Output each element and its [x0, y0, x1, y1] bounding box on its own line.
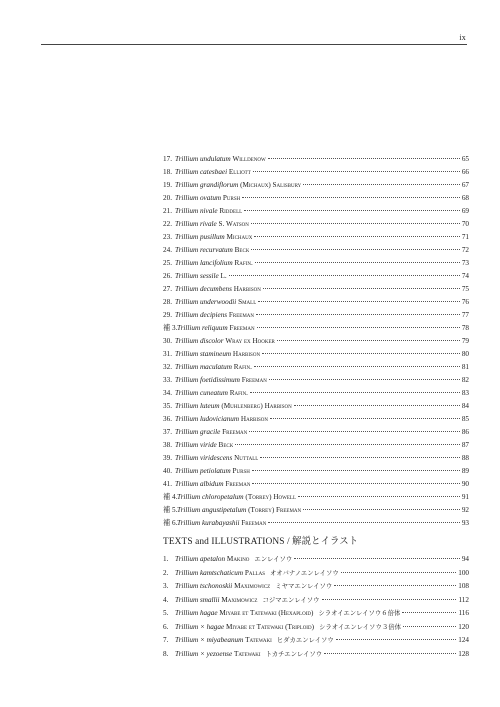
page-ref: 90 [461, 480, 469, 488]
page-ref: 92 [461, 506, 469, 514]
page-ref: 88 [461, 454, 469, 462]
entry-number: 17. [163, 155, 172, 163]
entry-title [175, 426, 247, 439]
species-name: Trillium ovatum [175, 194, 222, 202]
entry-title [175, 594, 320, 608]
entry-number: 26. [163, 272, 172, 280]
species-name: Trillium lancifolium [175, 259, 233, 267]
entry-number: 23. [163, 233, 172, 241]
species-author: Harbison [233, 285, 261, 293]
toc-entry [163, 270, 469, 283]
entry-number: 21. [163, 207, 172, 215]
entry-title [175, 400, 292, 413]
toc-entry [163, 607, 469, 621]
page-ref: 128 [458, 649, 469, 658]
entry-title [175, 553, 292, 567]
toc-entry [163, 257, 469, 270]
species-name: Trillium gracile [175, 428, 221, 436]
page-ref: 86 [461, 428, 469, 436]
page-ref: 68 [461, 194, 469, 202]
entry-title [177, 322, 255, 335]
entry-number: 28. [163, 298, 172, 306]
dot-leader [242, 197, 460, 198]
toc-entry [163, 413, 469, 426]
entry-number: 24. [163, 246, 172, 254]
species-name: Trillium ludovicianum [175, 415, 240, 423]
entry-number: 補 5. [163, 506, 178, 514]
entry-number: 20. [163, 194, 172, 202]
toc-section-species [163, 153, 469, 530]
toc-entry [163, 309, 469, 322]
page-ref: 93 [461, 519, 469, 527]
entry-title [175, 648, 322, 662]
page-ref: 81 [461, 363, 469, 371]
species-name: Trillium angustipetalum [177, 506, 247, 514]
page-ref: 83 [461, 389, 469, 397]
toc-entry [163, 621, 469, 635]
entry-title [175, 218, 249, 231]
species-author: Rafin. [233, 363, 252, 371]
dot-leader [402, 612, 456, 613]
species-name: Trillium × hagae [175, 622, 225, 631]
page-ref: 74 [461, 272, 469, 280]
species-name: Trillium maculatum [175, 363, 232, 371]
toc-entry [163, 153, 469, 166]
species-author: Beck [234, 246, 250, 254]
species-name: Trillium petiolatum [175, 467, 231, 475]
page-ref: 85 [461, 415, 469, 423]
species-name: Trillium nivale [175, 207, 218, 215]
species-name: Trillium foetidissimum [175, 376, 240, 384]
japanese-name: シラオイエンレイソウ３倍体 [318, 622, 402, 631]
species-name: Trillium × miyabeanum [175, 636, 244, 644]
japanese-name: オオバナノエンレイソウ [270, 568, 339, 577]
page-ref: 87 [461, 441, 469, 449]
species-name: Trillium albidum [175, 480, 224, 488]
species-name: Trillium hagae [175, 609, 218, 617]
toc-entry [163, 244, 469, 257]
entry-title [175, 270, 227, 283]
toc-entry [163, 322, 469, 335]
species-author: Freeman [241, 376, 267, 384]
species-name: Trillium chloropetalum [177, 493, 244, 501]
entry-number: 8. [163, 649, 169, 658]
entry-number: 補 4. [163, 493, 178, 501]
entry-title [175, 335, 275, 348]
entry-number: 19. [163, 181, 172, 189]
species-name: Trillium viridescens [175, 454, 233, 462]
species-name: Trillium luteum [175, 402, 220, 410]
toc-entry [163, 465, 469, 478]
toc-entry [163, 491, 469, 504]
entry-number: 補 3. [163, 324, 178, 332]
toc-entry [163, 580, 469, 594]
dot-leader [403, 626, 456, 627]
species-name: Trillium kamtschaticum [175, 568, 244, 577]
entry-number: 33. [163, 376, 172, 384]
toc-entry [163, 283, 469, 296]
species-author: Freeman [228, 311, 255, 319]
dot-leader [260, 457, 459, 458]
entry-number: 2. [163, 568, 169, 577]
toc-entry [163, 400, 469, 413]
entry-number: 6. [163, 622, 169, 631]
dot-leader [256, 314, 460, 315]
entry-number: 34. [163, 389, 172, 397]
toc-entry [163, 478, 469, 491]
dot-leader [250, 392, 460, 393]
species-author: Maximowicz [234, 582, 271, 590]
entry-number: 37. [163, 428, 172, 436]
species-name: Trillium decipiens [175, 311, 228, 319]
page-ref: 116 [458, 609, 469, 617]
species-name: Trillium × yezoense [175, 649, 233, 658]
page-ref: 79 [461, 337, 469, 345]
dot-leader [251, 223, 460, 224]
page-ref: 80 [461, 350, 469, 358]
entry-title [175, 179, 301, 192]
entry-title [175, 413, 268, 426]
species-author: Freeman [225, 480, 251, 488]
species-author: Freeman [229, 324, 255, 332]
dot-leader [257, 327, 460, 328]
dot-leader [254, 236, 459, 237]
toc-entry [163, 179, 469, 192]
table-of-contents [163, 153, 469, 661]
species-author: (Torrey) Freeman [248, 506, 302, 514]
dot-leader [235, 444, 459, 445]
species-name: Trillium smallii [175, 595, 220, 604]
entry-number: 32. [163, 363, 172, 371]
entry-title [175, 478, 250, 491]
toc-entry [163, 594, 469, 608]
entry-title [175, 166, 251, 179]
dot-leader [334, 585, 456, 586]
entry-number: 1. [163, 555, 169, 563]
japanese-name: エンレイソウ [254, 555, 293, 563]
species-author: S. Watson [218, 220, 249, 228]
entry-number: 22. [163, 220, 172, 228]
dot-leader [269, 379, 460, 380]
toc-entry [163, 504, 469, 517]
dot-leader [268, 158, 460, 159]
dot-leader [294, 558, 460, 559]
entry-number: 41. [163, 480, 172, 488]
species-author: (Michaux) Salisbury [240, 181, 302, 189]
entry-number: 38. [163, 441, 172, 449]
entry-title [175, 580, 332, 594]
species-author: Harbison [232, 350, 261, 358]
species-author: Beck [218, 441, 234, 449]
species-author: Nuttall [234, 454, 259, 462]
japanese-name: トカチエンレイソウ [265, 649, 323, 658]
entry-title [177, 491, 296, 504]
dot-leader [270, 418, 460, 419]
dot-leader [294, 405, 460, 406]
dot-leader [277, 340, 460, 341]
entry-number: 5. [163, 609, 169, 617]
species-name: Trillium viride [175, 441, 217, 449]
entry-title [175, 231, 252, 244]
species-author: Miyabe et Tatewaki (Hexaploid) [219, 609, 314, 617]
entry-title [175, 621, 401, 635]
entry-title [175, 244, 249, 257]
dot-leader [252, 470, 460, 471]
toc-entry [163, 648, 469, 662]
dot-leader [249, 431, 460, 432]
entry-title [175, 361, 252, 374]
toc-entry [163, 218, 469, 231]
page-ref: 72 [461, 246, 469, 254]
entry-title [175, 452, 258, 465]
dot-leader [252, 483, 459, 484]
page-number: ix [459, 33, 466, 42]
entry-title [175, 465, 250, 478]
dot-leader [251, 249, 459, 250]
dot-leader [244, 210, 460, 211]
section-heading: TEXTS and ILLUSTRATIONS / 解説とイラスト [163, 537, 359, 547]
entry-number: 25. [163, 259, 172, 267]
dot-leader [253, 171, 460, 172]
toc-entry [163, 192, 469, 205]
page-ref: 67 [461, 181, 469, 189]
entry-title [175, 296, 256, 309]
entry-title [177, 517, 266, 530]
species-author: Rafin. [229, 389, 248, 397]
dot-leader [298, 496, 460, 497]
entry-title [175, 283, 261, 296]
dot-leader [263, 288, 460, 289]
page-ref: 112 [458, 595, 469, 604]
entry-number: 7. [163, 636, 169, 644]
species-author: Pursh [232, 467, 250, 475]
entry-title [175, 567, 339, 581]
entry-title [175, 374, 267, 387]
species-name: Trillium recurvatum [175, 246, 233, 254]
page-ref: 82 [461, 376, 469, 384]
species-author: Makino [226, 555, 250, 563]
page-ref: 120 [458, 622, 469, 631]
dot-leader [262, 353, 460, 354]
species-name: Trillium stamineum [175, 350, 232, 358]
dot-leader [322, 599, 457, 600]
species-name: Trillium catesbaei [175, 168, 228, 176]
entry-number: 31. [163, 350, 172, 358]
species-name: Trillium kurabayashii [177, 519, 240, 527]
species-author: Freeman [222, 428, 248, 436]
dot-leader [255, 262, 460, 263]
page-ref: 75 [461, 285, 469, 293]
dot-leader [258, 301, 460, 302]
entry-title [175, 192, 240, 205]
dot-leader [336, 639, 456, 640]
page-ref: 65 [461, 155, 469, 163]
species-author: Wray ex Hooker [225, 337, 275, 345]
page-ref: 84 [461, 402, 469, 410]
page-ref: 76 [461, 298, 469, 306]
species-name: Trillium tschonoskii [175, 582, 233, 590]
dot-leader [341, 572, 456, 573]
entry-number: 18. [163, 168, 172, 176]
species-author: Pursh [222, 194, 241, 202]
entry-title [175, 309, 254, 322]
toc-entry [163, 387, 469, 400]
japanese-name: コジマエンレイソウ [262, 595, 320, 604]
species-author: Tatewaki [245, 636, 272, 644]
page-ref: 77 [461, 311, 469, 319]
toc-entry [163, 296, 469, 309]
header-rule [41, 44, 467, 45]
japanese-name: ヒダカエンレイソウ [276, 636, 334, 644]
page-ref: 71 [461, 233, 469, 241]
toc-entry [163, 426, 469, 439]
species-author: Riddell [219, 207, 243, 215]
species-author: Elliott [228, 168, 251, 176]
species-name: Trillium sessile [175, 272, 219, 280]
entry-title [175, 634, 334, 648]
page-ref: 73 [461, 259, 469, 267]
entry-title [175, 439, 233, 452]
species-author: Tatewaki [233, 649, 261, 658]
entry-title [175, 205, 242, 218]
species-name: Trillium decumbens [175, 285, 232, 293]
species-author: Rafin. [234, 259, 253, 267]
species-author: Maximowicz [221, 595, 258, 604]
species-author: (Torrey) Howell [245, 493, 297, 501]
japanese-name: シラオイエンレイソウ６倍体 [318, 609, 401, 617]
toc-entry [163, 567, 469, 581]
toc-entry [163, 166, 469, 179]
dot-leader [324, 653, 456, 654]
entry-number: 3. [163, 582, 169, 590]
dot-leader [229, 275, 460, 276]
page-ref: 94 [461, 555, 469, 563]
toc-entry [163, 374, 469, 387]
species-author: Harbison [240, 415, 269, 423]
page-ref: 108 [458, 582, 469, 590]
species-author: L. [220, 272, 227, 280]
page-ref: 70 [461, 220, 469, 228]
species-name: Trillium cuneatum [175, 389, 228, 397]
page-ref: 69 [461, 207, 469, 215]
species-author: Pallas [244, 568, 265, 577]
toc-entry [163, 231, 469, 244]
entry-number: 36. [163, 415, 172, 423]
species-author: Miyabe et Tatewaki (Triploid) [225, 622, 314, 631]
dot-leader [303, 184, 460, 185]
entry-number: 4. [163, 595, 169, 604]
entry-title [175, 153, 266, 166]
species-name: Trillium rivale [175, 220, 217, 228]
entry-title [175, 387, 248, 400]
toc-entry [163, 452, 469, 465]
entry-title [175, 607, 400, 621]
toc-entry [163, 205, 469, 218]
entry-title [177, 504, 301, 517]
page-ref: 100 [458, 568, 469, 577]
page-ref: 78 [461, 324, 469, 332]
toc-section-texts-illustrations [163, 553, 469, 661]
species-name: Trillium pusillum [175, 233, 225, 241]
toc-entry [163, 348, 469, 361]
species-name: Trillium reliquum [177, 324, 228, 332]
entry-title [175, 348, 260, 361]
entry-number: 35. [163, 402, 172, 410]
page-ref: 124 [458, 636, 469, 644]
page-ref: 91 [461, 493, 469, 501]
entry-number: 30. [163, 337, 172, 345]
species-author: Michaux [226, 233, 253, 241]
species-author: (Muhlenberg) Harbison [221, 402, 292, 410]
entry-number: 27. [163, 285, 172, 293]
toc-entry [163, 361, 469, 374]
entry-title [175, 257, 253, 270]
species-name: Trillium underwoodii [175, 298, 237, 306]
toc-entry [163, 553, 469, 567]
page-ref: 89 [461, 467, 469, 475]
dot-leader [268, 522, 459, 523]
toc-entry [163, 634, 469, 648]
japanese-name: ミヤマエンレイソウ [275, 582, 333, 590]
species-name: Trillium discolor [175, 337, 224, 345]
entry-number: 補 6. [163, 519, 178, 527]
entry-number: 39. [163, 454, 172, 462]
species-name: Trillium undulatum [175, 155, 231, 163]
species-author: Willdenow [232, 155, 266, 163]
species-name: Trillium apetalon [175, 555, 226, 563]
toc-entry [163, 439, 469, 452]
species-name: Trillium grandiflorum [175, 181, 239, 189]
dot-leader [254, 366, 460, 367]
page-ref: 66 [461, 168, 469, 176]
toc-entry [163, 517, 469, 530]
toc-entry [163, 335, 469, 348]
species-author: Freeman [241, 519, 267, 527]
species-author: Small [238, 298, 257, 306]
dot-leader [303, 509, 460, 510]
entry-number: 40. [163, 467, 172, 475]
entry-number: 29. [163, 311, 172, 319]
